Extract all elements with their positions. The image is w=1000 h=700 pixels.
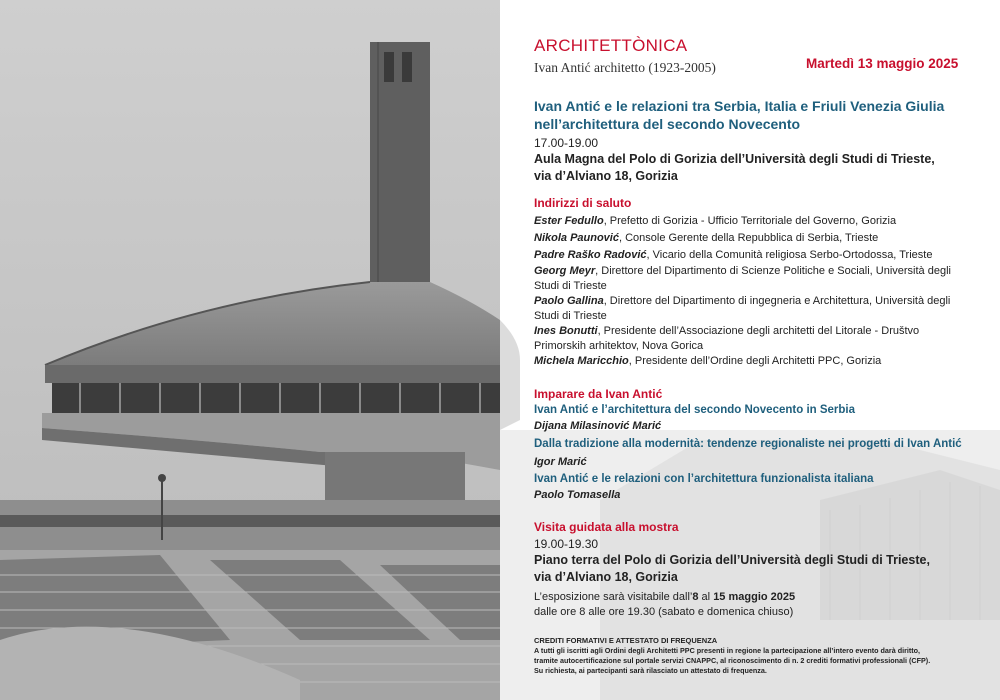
talk-speaker: Dijana Milasinović Marić — [534, 420, 662, 432]
event-title-line2: nell’architettura del secondo Novecento — [534, 116, 801, 132]
visit-venue-line2: via d’Alviano 18, Gorizia — [534, 570, 678, 584]
greeting-role: , Direttore del Dipartimento di Scienze Politiche e Sociali, Università degli — [595, 265, 951, 277]
greeting-name: Georg Meyr — [534, 265, 596, 277]
greeting-item — [534, 248, 932, 263]
greeting-item — [534, 324, 919, 354]
event-venue — [534, 151, 935, 185]
greeting-item — [534, 264, 951, 294]
exhibition-dates — [534, 590, 795, 605]
series-title: ARCHITETTÒNICA — [534, 36, 688, 55]
visit-time: 19.00-19.30 — [534, 537, 599, 551]
credits-heading: CREDITI FORMATIVI E ATTESTATO DI FREQUENZA — [534, 636, 718, 645]
event-venue-line1: Aula Magna del Polo di Gorizia dell’Università degli Studi di Trieste, — [534, 152, 935, 166]
greeting-name: Ines Bonutti — [534, 325, 598, 337]
exhibition-prefix: L’esposizione sarà visitabile dall’ — [534, 591, 693, 603]
greeting-item — [534, 294, 950, 324]
event-title-line1: Ivan Antić e le relazioni tra Serbia, Italia e Friuli Venezia Giulia — [534, 98, 945, 114]
exhibition-to: 15 maggio 2025 — [713, 591, 796, 603]
event-time: 17.00-19.00 — [534, 136, 599, 150]
greeting-role-cont: Studi di Trieste — [534, 280, 607, 292]
visit-venue-line1: Piano terra del Polo di Gorizia dell’Università degli Studi di Trieste, — [534, 553, 930, 567]
greeting-item — [534, 354, 881, 369]
greeting-name: Padre Raško Radović — [534, 249, 647, 261]
greeting-name: Paolo Gallina — [534, 295, 604, 307]
event-venue-line2: via d’Alviano 18, Gorizia — [534, 169, 678, 183]
talk-speaker: Paolo Tomasella — [534, 489, 621, 501]
talks-heading: Imparare da Ivan Antić — [534, 387, 663, 401]
greeting-name: Michela Maricchio — [534, 355, 629, 367]
greeting-item — [534, 214, 896, 229]
credits-line3: Su richiesta, ai partecipanti sarà rilasciato un attestato di frequenza. — [534, 666, 767, 675]
greeting-role: , Prefetto di Gorizia - Ufficio Territoriale del Governo, Gorizia — [603, 215, 897, 227]
talk-title: Ivan Antić e le relazioni con l’architettura funzionalista italiana — [534, 473, 874, 485]
greeting-role: , Presidente dell’Ordine degli Architetti PPC, Gorizia — [628, 355, 882, 367]
event-date: Martedì 13 maggio 2025 — [806, 56, 959, 71]
talk-title: Dalla tradizione alla modernità: tendenze regionaliste nei progetti di Ivan Antić — [534, 438, 962, 450]
talk-speaker: Igor Marić — [534, 456, 587, 468]
greeting-item — [534, 231, 878, 246]
credits-line1: A tutti gli iscritti agli Ordini degli Architetti PPC presenti in regione la partecipazione all’intero evento darà diritto, — [534, 646, 921, 655]
greeting-name: Ester Fedullo — [534, 215, 604, 227]
greeting-name: Nikola Paunović — [534, 232, 619, 244]
visit-heading: Visita guidata alla mostra — [534, 520, 679, 534]
credits-text — [534, 646, 930, 676]
visit-venue — [534, 552, 930, 586]
exhibition-subtitle: Ivan Antić architetto (1923-2005) — [534, 60, 716, 75]
talk-title: Ivan Antić e l’architettura del secondo Novecento in Serbia — [534, 404, 856, 416]
greeting-role-cont: Studi di Trieste — [534, 310, 607, 322]
credits-line2: tramite autocertificazione sul portale servizi CNAPPC, al riconoscimento di n. 2 crediti formativi professionali (CFP). — [534, 656, 931, 665]
event-title — [534, 97, 944, 133]
greeting-role: , Vicario della Comunità religiosa Serbo-Ortodossa, Trieste — [646, 249, 933, 261]
greeting-role-cont: Primorskih arhitektov, Nova Gorica — [534, 340, 704, 352]
exhibition-hours: dalle ore 8 alle ore 19.30 (sabato e domenica chiuso) — [534, 606, 794, 618]
greeting-role: , Presidente dell’Associazione degli architetti del Litorale - Društvo — [597, 325, 920, 337]
greetings-heading: Indirizzi di saluto — [534, 196, 632, 210]
greeting-role: , Direttore del Dipartimento di ingegneria e Architettura, Università degli — [603, 295, 951, 307]
exhibition-from: 8 — [692, 591, 699, 603]
greeting-role: , Console Gerente della Repubblica di Serbia, Trieste — [618, 232, 879, 244]
exhibition-mid: al — [698, 591, 714, 603]
